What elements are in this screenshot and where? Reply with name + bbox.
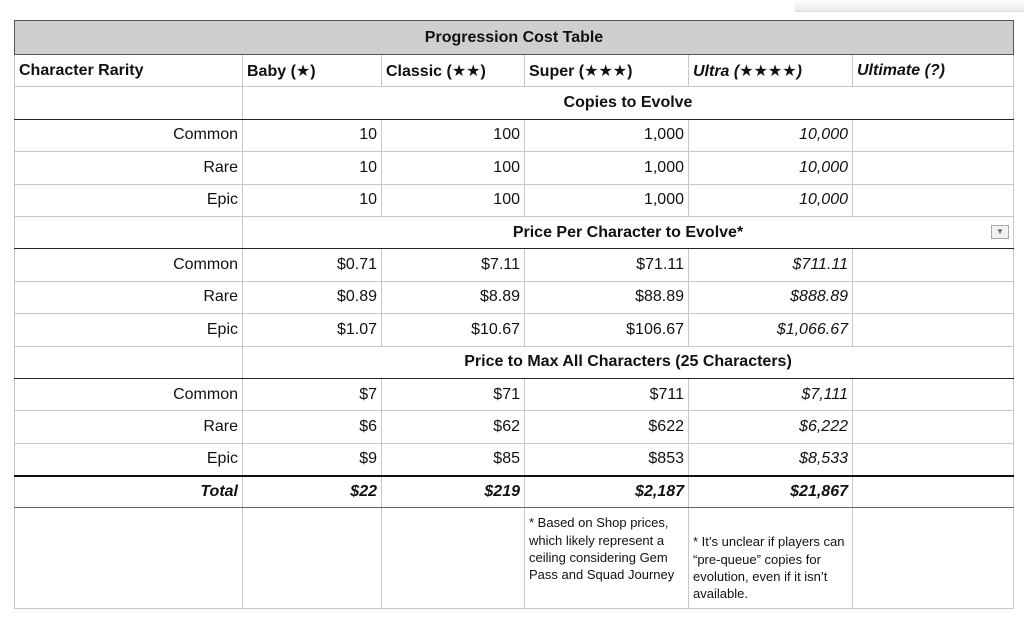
cell[interactable]: $8.89 [382, 281, 525, 313]
row-label[interactable]: Common [15, 378, 243, 410]
cell[interactable]: $7.11 [382, 249, 525, 281]
row-label[interactable]: Epic [15, 184, 243, 216]
cell[interactable]: $10.67 [382, 314, 525, 346]
note-ultra[interactable]: * It’s unclear if players can “pre-queue” copies for evolution, even if it isn’t available. [689, 508, 853, 609]
cell[interactable]: 10,000 [689, 152, 853, 184]
empty-cell[interactable] [853, 119, 1014, 151]
table-row [15, 184, 1014, 216]
cell[interactable]: $9 [243, 443, 382, 475]
empty-cell[interactable] [853, 314, 1014, 346]
section-title-copies[interactable]: Copies to Evolve [243, 87, 1014, 119]
empty-cell[interactable] [853, 249, 1014, 281]
cell[interactable]: $106.67 [525, 314, 689, 346]
cell[interactable]: 1,000 [525, 152, 689, 184]
table-row [15, 378, 1014, 410]
cell[interactable]: $88.89 [525, 281, 689, 313]
table-row [15, 443, 1014, 475]
cell[interactable]: 1,000 [525, 184, 689, 216]
section-title-price-per-character[interactable] [243, 216, 1014, 248]
total-cell[interactable]: $2,187 [525, 476, 689, 508]
cell[interactable]: $1,066.67 [689, 314, 853, 346]
total-row [15, 476, 1014, 508]
cell[interactable]: $85 [382, 443, 525, 475]
cell[interactable]: 10 [243, 119, 382, 151]
empty-cell[interactable] [853, 152, 1014, 184]
empty-cell[interactable] [853, 411, 1014, 443]
cell[interactable]: $0.89 [243, 281, 382, 313]
empty-cell[interactable] [15, 87, 243, 119]
header-baby[interactable]: Baby (★) [243, 55, 382, 87]
cell[interactable]: $888.89 [689, 281, 853, 313]
row-label[interactable]: Rare [15, 152, 243, 184]
row-label[interactable]: Epic [15, 314, 243, 346]
empty-cell[interactable] [853, 476, 1014, 508]
empty-cell[interactable] [15, 508, 243, 609]
empty-cell[interactable] [853, 443, 1014, 475]
cell[interactable]: $0.71 [243, 249, 382, 281]
cell[interactable]: 100 [382, 152, 525, 184]
total-cell[interactable]: $219 [382, 476, 525, 508]
table-row [15, 281, 1014, 313]
total-cell[interactable]: $21,867 [689, 476, 853, 508]
cell[interactable]: $7,111 [689, 378, 853, 410]
header-row [15, 55, 1014, 87]
row-label[interactable]: Rare [15, 281, 243, 313]
empty-cell[interactable] [853, 184, 1014, 216]
row-label[interactable]: Rare [15, 411, 243, 443]
empty-cell[interactable] [15, 346, 243, 378]
header-ultra[interactable]: Ultra (★★★★) [689, 55, 853, 87]
cell[interactable]: $1.07 [243, 314, 382, 346]
window-edge [795, 0, 1024, 12]
notes-row [15, 508, 1014, 609]
cell[interactable]: $8,533 [689, 443, 853, 475]
cell[interactable]: $622 [525, 411, 689, 443]
cell[interactable]: 10 [243, 184, 382, 216]
table-row [15, 249, 1014, 281]
section-header-row [15, 346, 1014, 378]
header-character-rarity[interactable]: Character Rarity [15, 55, 243, 87]
header-classic[interactable]: Classic (★★) [382, 55, 525, 87]
cell[interactable]: $711 [525, 378, 689, 410]
cell[interactable]: $6,222 [689, 411, 853, 443]
cell[interactable]: $71 [382, 378, 525, 410]
table-row [15, 119, 1014, 151]
section-title-text: Price Per Character to Evolve* [512, 223, 744, 241]
table-title-row [15, 21, 1014, 55]
header-super[interactable]: Super (★★★) [525, 55, 689, 87]
cell[interactable]: 1,000 [525, 119, 689, 151]
header-ultimate[interactable]: Ultimate (?) [853, 55, 1014, 87]
empty-cell[interactable] [853, 378, 1014, 410]
row-label[interactable]: Epic [15, 443, 243, 475]
empty-cell[interactable] [853, 508, 1014, 609]
cell[interactable]: 10,000 [689, 184, 853, 216]
progression-cost-table [14, 20, 1014, 609]
empty-cell[interactable] [243, 508, 382, 609]
section-title-price-to-max[interactable]: Price to Max All Characters (25 Characters) [243, 346, 1014, 378]
cell[interactable]: $711.11 [689, 249, 853, 281]
cell[interactable]: $853 [525, 443, 689, 475]
table-title[interactable]: Progression Cost Table [15, 21, 1014, 55]
cell[interactable]: 10 [243, 152, 382, 184]
row-label[interactable]: Common [15, 119, 243, 151]
total-cell[interactable]: $22 [243, 476, 382, 508]
empty-cell[interactable] [382, 508, 525, 609]
empty-cell[interactable] [15, 216, 243, 248]
section-header-row [15, 87, 1014, 119]
table-row [15, 152, 1014, 184]
empty-cell[interactable] [853, 281, 1014, 313]
total-label[interactable]: Total [15, 476, 243, 508]
section-header-row [15, 216, 1014, 248]
cell[interactable]: 10,000 [689, 119, 853, 151]
cell[interactable]: 100 [382, 119, 525, 151]
cell[interactable]: $62 [382, 411, 525, 443]
table-row [15, 314, 1014, 346]
dropdown-arrow-icon[interactable]: ▼ [991, 225, 1009, 239]
note-super[interactable]: * Based on Shop prices, which likely represent a ceiling considering Gem Pass and Squad Journey [525, 508, 689, 609]
table-row [15, 411, 1014, 443]
cell[interactable]: $7 [243, 378, 382, 410]
row-label[interactable]: Common [15, 249, 243, 281]
cell[interactable]: $6 [243, 411, 382, 443]
cell[interactable]: $71.11 [525, 249, 689, 281]
cell[interactable]: 100 [382, 184, 525, 216]
